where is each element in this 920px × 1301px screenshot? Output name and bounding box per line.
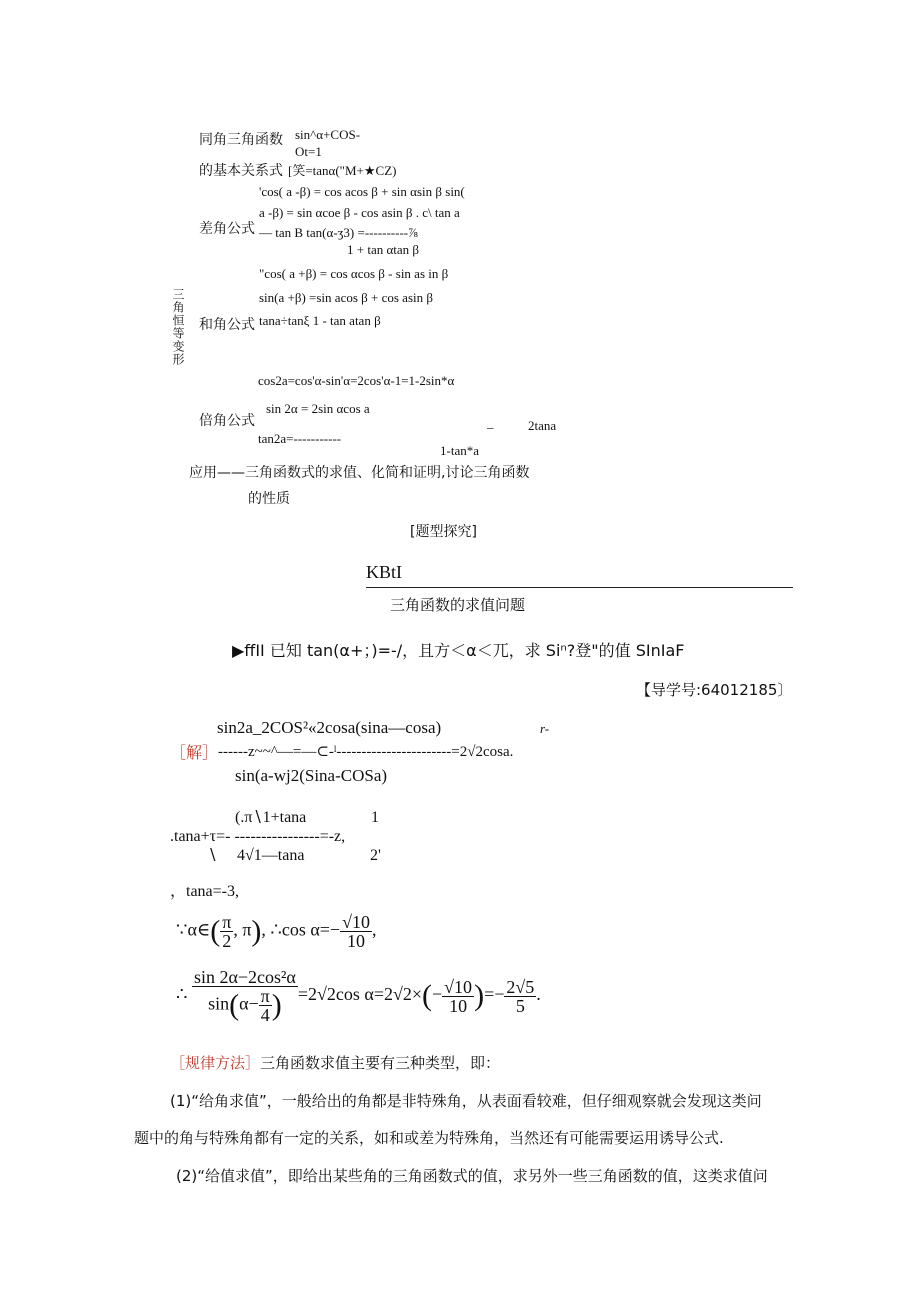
sum-formula-line-3: tana÷tanξ 1 - tan atan β — [259, 313, 381, 328]
den-right-paren: ) — [271, 988, 282, 1022]
difference-formula-line-4: 1 + tan αtan β — [347, 242, 420, 257]
final-result-line: ∴ sin 2α−2cos²α sin(α− $\frac{\pi}{4}$ ) =2√2cos α=2√2×(− $\frac{√10}{10}$ )=− $\frac{2√5}{5}$ . — [176, 967, 541, 1025]
pi-numerator: π — [222, 912, 232, 932]
double-angle-dash: _ — [487, 415, 494, 430]
sqrt10-numerator: √10 — [342, 912, 370, 932]
solution-label: ［解］ — [170, 743, 219, 762]
method-p1-line1: (1)“给角求值”，一般给出的角都是非特殊角，从表面看较难，但仔细观察就会发现这类问 — [170, 1092, 762, 1110]
solution-line2-bottom-b: 4√1—tana — [237, 847, 305, 864]
pi-over-two — [220, 913, 233, 950]
result-fraction — [504, 978, 536, 1015]
pi-over-four-den: 4 — [260, 1005, 270, 1025]
main-fraction — [192, 968, 298, 1024]
left-paren: ( — [210, 914, 221, 948]
difference-formula-line-2: a -β) = sin αcoe β - cos asin β . c\ tan a — [259, 205, 460, 220]
basic-relation-formula: [笑=tanα("M+★CZ) — [288, 163, 397, 178]
equality-chain: =2√2cos α=2√2× — [297, 984, 423, 1005]
main-numerator: sin 2α−2cos²α — [193, 967, 296, 987]
comma-pi: , π — [233, 919, 252, 940]
solution-ocr-r: r- — [540, 721, 550, 736]
therefore-cos: ∴cos α=− — [270, 919, 341, 940]
sum-formula-line-2: sin(a +β) =sin acos β + cos asin β — [259, 290, 433, 305]
question-type-header: KBtI — [366, 562, 402, 582]
result-numerator: 2√5 — [506, 976, 535, 997]
alpha-minus: α− — [239, 993, 259, 1014]
chain-left-paren: ( — [422, 979, 433, 1012]
chain-minus: − — [432, 984, 443, 1005]
difference-formula-line-3: — tan B tan(α-ʒ3) =----------⅞ — [259, 225, 418, 240]
ten-denominator: 10 — [347, 931, 366, 951]
same-angle-label: 同角三角函数 — [199, 132, 283, 148]
solution-line2-top-a: (.π∖1+tana — [235, 809, 307, 826]
since-alpha-in: ∵α∈ — [176, 919, 211, 940]
application-line-1: 应用——三角函数式的求值、化简和证明,讨论三角函数 — [189, 465, 530, 481]
sqrt10-over-10 — [340, 913, 372, 950]
therefore-symbol: ∴ — [176, 984, 188, 1005]
sin-text: sin — [208, 993, 230, 1014]
example-statement: ▶ffII 已知 tan(α+；)=-/，且方＜α＜兀，求 Siⁿ?登"的值 SInIaF — [232, 641, 685, 660]
chain-sqrt10-over-10 — [442, 978, 474, 1015]
difference-formula-label: 差角公式 — [199, 221, 255, 237]
pi-over-four-num: π — [260, 986, 270, 1006]
same-angle-formula-line-2: Ot=1 — [295, 144, 322, 159]
application-line-2: 的性质 — [248, 491, 290, 507]
solution-ocr-bottom: sin(a-wj2(Sina-COSa) — [235, 766, 388, 785]
method-label: ［规律方法］ — [170, 1054, 261, 1072]
result-denominator: 5 — [515, 995, 525, 1016]
solution-ocr-middle: ------z~~^—=—⊂-ˡ-----------------------=2√2cosa. — [218, 744, 514, 760]
equality-end: =− — [484, 984, 505, 1005]
double-angle-line-1: cos2a=cos'α-sin'α=2cos'α-1=1-2sin*α — [258, 373, 455, 388]
method-p2-line1: (2)“给值求值”，即给出某些角的三角函数式的值，求另外一些三角函数的值，这类求值问 — [176, 1167, 768, 1185]
chain-sqrt10: √10 — [444, 976, 473, 997]
double-angle-denominator: 1-tan*a — [440, 443, 479, 458]
chain-right-paren: ) — [474, 979, 485, 1012]
guide-number: 【导学号:64012185〕 — [636, 681, 793, 699]
type-header-rule — [366, 587, 793, 588]
sum-formula-label: 和角公式 — [199, 317, 255, 333]
question-type-subtitle: 三角函数的求值问题 — [390, 596, 526, 614]
solution-ocr-top: sin2a_2COS²«2cosa(sina—cosa) — [217, 718, 442, 737]
sum-formula-line-1: "cos( a +β) = cos αcos β - sin as in β — [259, 266, 449, 281]
solution-line2-bottom-c: 2' — [370, 847, 381, 864]
solution-line2-middle: .tana+τ=- ----------------=-z, — [170, 828, 346, 845]
right-paren: ) — [251, 914, 262, 948]
double-angle-numerator: 2tana — [528, 418, 557, 433]
pi-over-four — [259, 987, 272, 1024]
difference-formula-line-1: 'cos( a -β) = cos acos β + sin αsin β sin( — [259, 184, 465, 199]
solution-line2-top-b: 1 — [371, 809, 379, 826]
chain-ten: 10 — [449, 995, 468, 1016]
den-left-paren: ( — [229, 988, 240, 1022]
solution-line2-bottom-a: ∖ — [207, 847, 218, 864]
two-denominator: 2 — [222, 931, 232, 951]
double-angle-line-3: tan2a=----------- — [258, 431, 342, 446]
main-denominator — [192, 987, 298, 1024]
double-angle-label: 倍角公式 — [199, 413, 255, 429]
tan-value-line: ，tana=-3, — [170, 883, 240, 900]
alpha-range-line: ∵α∈( $\frac{\pi}{2}$ , π), ∴cos α=− $\frac{√10}{10}$ , — [176, 912, 377, 951]
method-p1-line2: 题中的角与特殊角都有一定的关系，如和或差为特殊角，当然还有可能需要运用诱导公式. — [134, 1129, 724, 1147]
section-title: [题型探究] — [410, 524, 477, 540]
outline-vertical-label: 三角恒等变形 — [171, 288, 185, 366]
method-intro-line — [170, 1052, 500, 1073]
same-angle-formula-line-1: sin^α+COS- — [295, 127, 361, 142]
basic-relation-label: 的基本关系式 — [199, 163, 283, 179]
double-angle-line-2: sin 2α = 2sin αcos a — [266, 401, 370, 416]
method-intro: 三角函数求值主要有三种类型，即： — [260, 1054, 501, 1072]
